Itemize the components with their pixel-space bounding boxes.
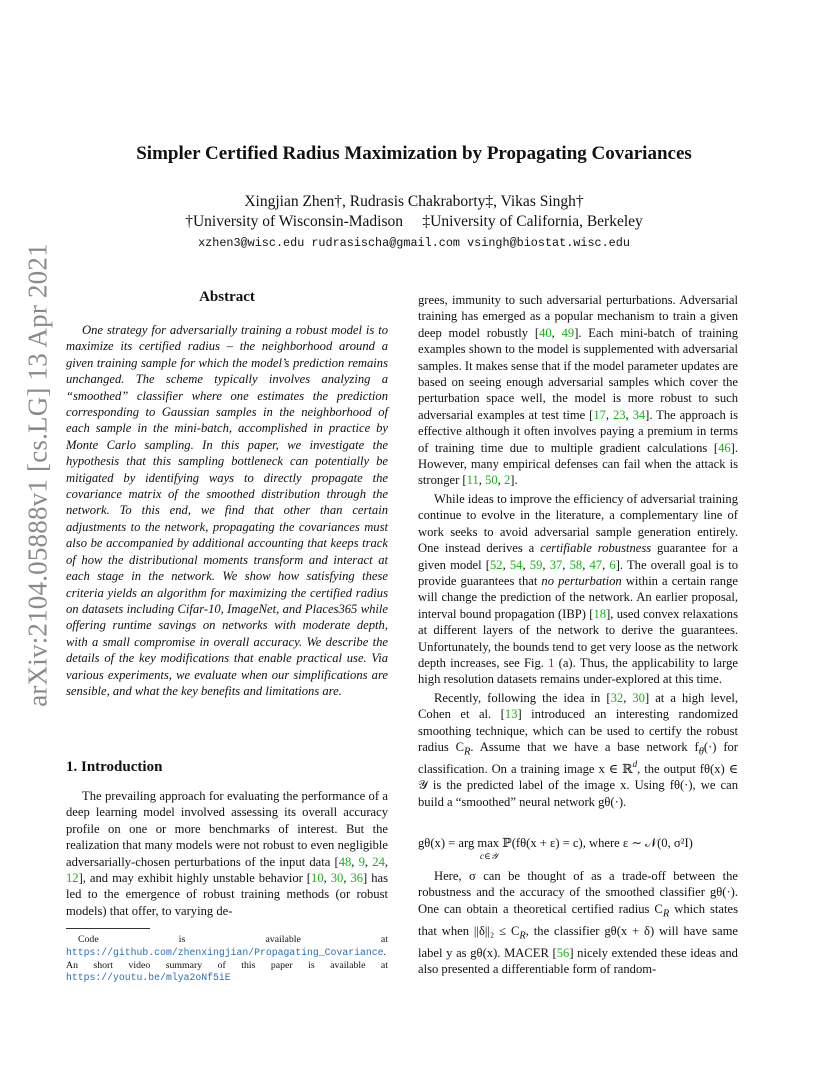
footnote: Code is available at https://github.com/zhenxingjian/Propagating_Covariance. An short video summary of this paper is available at https://youtu.be/mlya2oNf5iE	[66, 934, 388, 984]
citation-link[interactable]: 40	[539, 325, 552, 340]
affiliation-berkeley: ‡University of California, Berkeley	[422, 213, 643, 230]
citation-link[interactable]: 2	[503, 473, 511, 488]
citation-link[interactable]: 49	[561, 325, 575, 340]
intro-paragraph: The prevailing approach for evaluating the performance of a deep learning model involved assessing its overall accuracy profile on one or more benchmarks of interest. But the realization that many models were not robust to even negligible adversarially-chosen perturbations of the input data [48, 9, 24, 12], and may exhibit highly unstable behavior [10, 30, 36] has led to the emergence of robust training methods (or robust models) that offer, to varying de-	[66, 789, 389, 918]
equation-text: gθ(x) = arg max ℙ(fθ(x + ε) = c), where ε ∼ 𝒩(0, σ²I)	[418, 836, 693, 850]
code-url-link[interactable]: https://github.com/zhenxingjian/Propagating_Covariance	[66, 946, 384, 958]
citation-link[interactable]: 56	[556, 945, 570, 960]
citation-link[interactable]: 30	[330, 871, 344, 886]
citation-link[interactable]: 36	[350, 871, 364, 886]
paper-title: Simpler Certified Radius Maximization by Propagating Covariances	[136, 143, 692, 164]
arxiv-sidebar	[14, 243, 62, 707]
citation-link[interactable]: 52	[489, 557, 503, 572]
equation-subscript: c∈𝒴	[480, 851, 498, 861]
citation-link[interactable]: 47	[589, 557, 603, 572]
citation-link[interactable]: 13	[504, 707, 518, 722]
paragraph-randomized-smoothing: Recently, following the idea in [32, 30] at a high level, Cohen et al. [13] introduced an interesting randomized smoothing technique, which can be used to certify the robust radius $C_R$. Assume that we have a base network $f_\theta(\cdot)$ for classification. On a training image x ∈ ℝ$^d$, the output fθ(x) ∈ 𝒴 is the predicted label of the image x. Using fθ(·), we can build a “smoothed” neural network gθ(·).	[418, 690, 739, 809]
author-list: Xingjian Zhen†, Rudrasis Chakraborty‡, Vikas Singh†	[244, 193, 584, 210]
citation-link[interactable]: 30	[632, 690, 645, 705]
video-url-link[interactable]: https://youtu.be/mlya2oNf5iE	[66, 972, 231, 984]
citation-link[interactable]: 58	[569, 557, 583, 572]
citation-link[interactable]: 17	[593, 407, 606, 422]
introduction-body	[66, 788, 388, 919]
section-heading-introduction: 1. Introduction	[66, 759, 163, 775]
citation-link[interactable]: 11	[466, 473, 479, 488]
citation-link[interactable]: 10	[311, 871, 324, 886]
citation-link[interactable]: 54	[509, 557, 523, 572]
smoothing-equation	[418, 835, 738, 865]
arxiv-identifier: arXiv:2104.05888v1 [cs.LG] 13 Apr 2021	[22, 243, 53, 707]
affiliations	[0, 213, 828, 231]
citation-link[interactable]: 24	[372, 854, 385, 869]
citation-link[interactable]: 23	[612, 407, 626, 422]
paragraph-adversarial-training: grees, immunity to such adversarial perturbations. Adversarial training has emerged as a popular mechanism to train a given deep model robustly [40, 49]. Each mini-batch of training examples shown to the model is supplemented with adversarial samples. It makes sense that if the model parameter updates are based on seeing enough adversarial samples which cover the perturbation space well, the model is more robust to such adversarial examples at test time [17, 23, 34]. The approach is effective although it often involves paying a premium in terms of training time due to multiple gradient calculations [46]. However, many empirical defenses can fail when the attack is stronger [11, 50, 2].	[418, 293, 739, 488]
paragraph-certified-radius: Here, σ can be thought of as a trade-off between the robustness and the accuracy of the smoothed classifier gθ(·). One can obtain a theoretical certified radius $C_R$ which states that when $||\delta||_2 \le C_R$, the classifier gθ(x + δ) will have same label y as gθ(x). MACER [56] nicely extended these ideas and also presented a differentiable form of random-	[418, 869, 738, 977]
citation-link[interactable]: 6	[609, 557, 616, 572]
affiliation-wisconsin: †University of Wisconsin-Madison	[185, 213, 404, 230]
citation-link[interactable]: 32	[610, 690, 624, 705]
citation-link[interactable]: 59	[529, 557, 543, 572]
citation-link[interactable]: 50	[485, 473, 498, 488]
citation-link[interactable]: 9	[358, 854, 365, 869]
abstract-body	[66, 322, 388, 699]
figure-reference-link[interactable]: 1	[548, 655, 555, 670]
citation-link[interactable]: 12	[66, 871, 79, 886]
author-emails: xzhen3@wisc.edu rudrasischa@gmail.com vsingh@biostat.wisc.edu	[198, 236, 630, 250]
citation-link[interactable]: 18	[593, 606, 607, 621]
citation-link[interactable]: 34	[632, 407, 646, 422]
abstract-text: One strategy for adversarially training a robust model is to maximize its certified radius – the neighborhood around a given training sample for which the model’s prediction remains unchanged. The scheme typically involves analyzing a “smoothed” classifier where one estimates the prediction corresponding to Gaussian samples in the neighborhood of each sample in the mini-batch, accomplished in practice by Monte Carlo sampling. In this paper, we investigate the hypothesis that this sampling bottleneck can potentially be mitigated by identifying ways to directly propagate the covariance matrix of the smoothed distribution through the network. To this end, we find that other than certain adjustments to the network, propagating the covariances must also be accompanied by additional accounting that keeps track of how the distributional moments transform and interact at each stage in the network. We show how satisfying these criteria yields an algorithm for maximizing the certified radius on datasets including Cifar-10, ImageNet, and Places365 while offering runtime savings on networks with moderate depth, with a small compromise in overall accuracy. We describe the details of the key modifications that enable practical use. Via various experiments, we evaluate when our simplifications are sensible, and what the key benefits and limitations are.	[66, 323, 388, 698]
abstract-heading: Abstract	[199, 289, 255, 305]
right-column-lower	[418, 868, 738, 977]
citation-link[interactable]: 37	[549, 557, 563, 572]
right-column-body	[418, 292, 738, 810]
paragraph-certifiable-robustness: While ideas to improve the efficiency of adversarial training continue to evolve in the literature, a complementary line of work seeks to avoid adversarial sample generation entirely. One instead derives a certifiable robustness guarantee for a given model [52, 54, 59, 37, 58, 47, 6]. The overall goal is to provide guarantees that no perturbation within a certain range will change the prediction of the network. An earlier proposal, interval bound propagation (IBP) [18], used convex relaxations at different layers of the network to derive the guarantees. Unfortunately, the bounds tend to get very loose as the network depth increases, see Fig. 1 (a). Thus, the applicability to large high resolution datasets remains under-explored at this time.	[418, 491, 739, 687]
citation-link[interactable]: 48	[338, 854, 352, 869]
citation-link[interactable]: 46	[718, 440, 731, 455]
footnote-rule	[66, 928, 150, 929]
